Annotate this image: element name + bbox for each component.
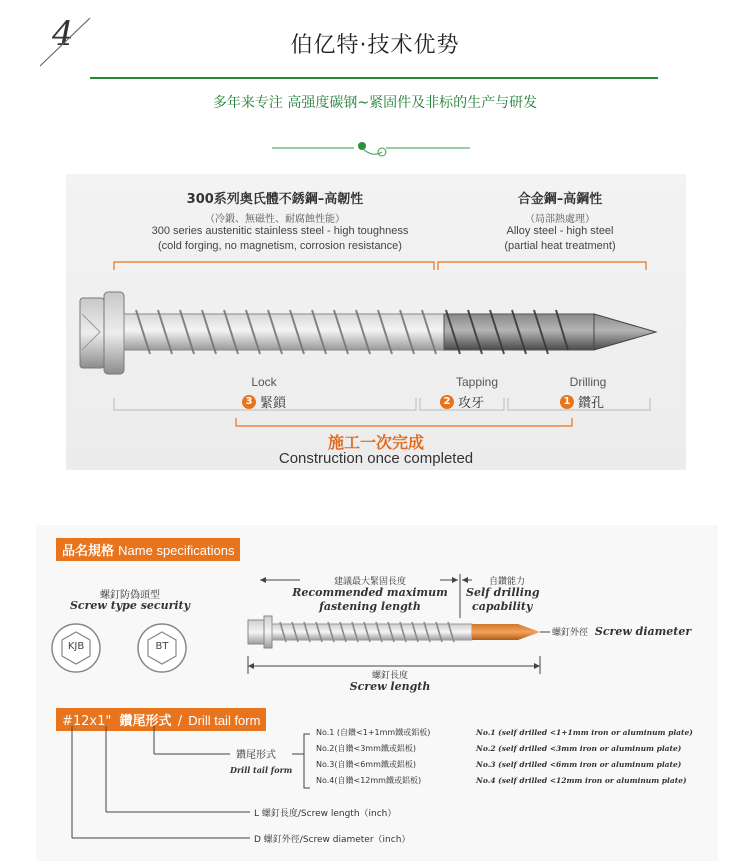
drill-type-en: No.4 (self drilled <12mm iron or aluminum plate) — [476, 776, 687, 785]
stage-tapping-zh: 攻牙 — [457, 396, 484, 411]
tail-code: #12x1" — [62, 714, 112, 729]
fastening-zh: 建議最大緊固長度 — [300, 574, 440, 587]
head-type-zh: 螺釘防偽頭型 — [100, 590, 160, 601]
left-material-sub: （冷鍛、無磁性、耐腐蝕性能） — [205, 214, 345, 225]
drill-type-en: No.1 (self drilled <1+1mm iron or aluminum plate) — [476, 728, 693, 737]
drill-type-zh: No.4(自鑽<12mm鐵或鋁板) — [316, 776, 422, 785]
drill-type-zh: No.1 (自鑽<1+1mm鐵或鋁板) — [316, 728, 431, 737]
length-en: Screw length — [349, 680, 431, 693]
left-material-en1: 300 series austenitic stainless steel - high toughness — [151, 225, 409, 237]
name-spec-label — [56, 538, 240, 561]
drill-type-en: No.3 (self drilled <6mm iron or aluminum plate) — [476, 760, 682, 769]
badge-kjb: KJB — [67, 641, 85, 652]
stage-number-badge: 1 — [560, 395, 574, 409]
drilling-zh: 自鑽能力 — [472, 574, 542, 587]
stage-drilling-en: Drilling — [569, 375, 607, 389]
right-material-sub: （局部熱處理） — [525, 214, 595, 225]
left-material-title: 300系列奥氏體不銹鋼–高韌性 — [186, 192, 364, 207]
drill-type-en: No.2 (self drilled <3mm iron or aluminum plate) — [476, 744, 682, 753]
stage-lock-en: Lock — [251, 375, 277, 389]
tail-en: Drill tail form — [188, 713, 261, 728]
stage-drilling — [532, 392, 632, 411]
right-material-en1: Alloy steel - high steel — [506, 225, 614, 237]
drill-type-zh: No.2(自鑽<3mm鐵或鋁板) — [316, 744, 416, 753]
stage-lock-zh: 緊鎖 — [259, 396, 286, 411]
fastening-en2: fastening length — [319, 600, 421, 613]
page-title: 伯亿特·技术优势 — [290, 33, 460, 58]
right-material-title: 合金鋼–高鋼性 — [517, 192, 603, 207]
section-number: 4 — [52, 14, 74, 54]
length-zh: 螺釘長度 — [371, 671, 408, 681]
diameter-label — [552, 625, 691, 638]
tail-separator: / — [177, 714, 183, 729]
ornament-divider-icon — [272, 138, 472, 162]
screw-illustration — [66, 174, 686, 470]
title-divider — [90, 77, 658, 79]
tail-zh: 鑽尾形式 — [119, 714, 172, 729]
construction-title-en: Construction once completed — [278, 450, 474, 467]
diameter-D-line: D 螺釘外徑/Screw diameter（inch） — [254, 835, 411, 845]
fastening-en1: Recommended maximum — [292, 586, 448, 599]
drill-type-zh: No.3(自鑽<6mm鐵或鋁板) — [316, 760, 416, 769]
diameter-en: Screw diameter — [594, 625, 692, 638]
drilling-en1: Self drilling — [466, 586, 540, 599]
tail-label-en: Drill tail form — [230, 765, 293, 775]
stage-drilling-zh: 鑽孔 — [577, 396, 604, 411]
badge-bt: BT — [155, 641, 169, 652]
name-spec-label-en: Name specifications — [118, 543, 235, 558]
stage-lock — [214, 392, 314, 411]
stage-tapping-en: Tapping — [455, 375, 499, 389]
right-material-en2: (partial heat treatment) — [504, 240, 616, 252]
page-subtitle: 多年来专注 高强度碳钢~紧固件及非标的生产与研发 — [212, 95, 538, 111]
diameter-zh: 螺釘外徑 — [552, 628, 589, 638]
name-spec-label-zh: 品名規格 — [62, 544, 115, 559]
stage-number-badge: 2 — [440, 395, 454, 409]
head-type-en: Screw type security — [69, 599, 191, 612]
stage-number-badge: 3 — [242, 395, 256, 409]
tail-label-zh: 鑽尾形式 — [236, 750, 276, 761]
length-L-line: L 螺釘長度/Screw length（inch） — [254, 809, 397, 819]
left-material-en2: (cold forging, no magnetism, corrosion resistance) — [158, 240, 402, 252]
drilling-en2: capability — [472, 600, 533, 613]
construction-title-zh: 施工一次完成 — [327, 433, 424, 452]
stage-tapping — [412, 392, 512, 411]
